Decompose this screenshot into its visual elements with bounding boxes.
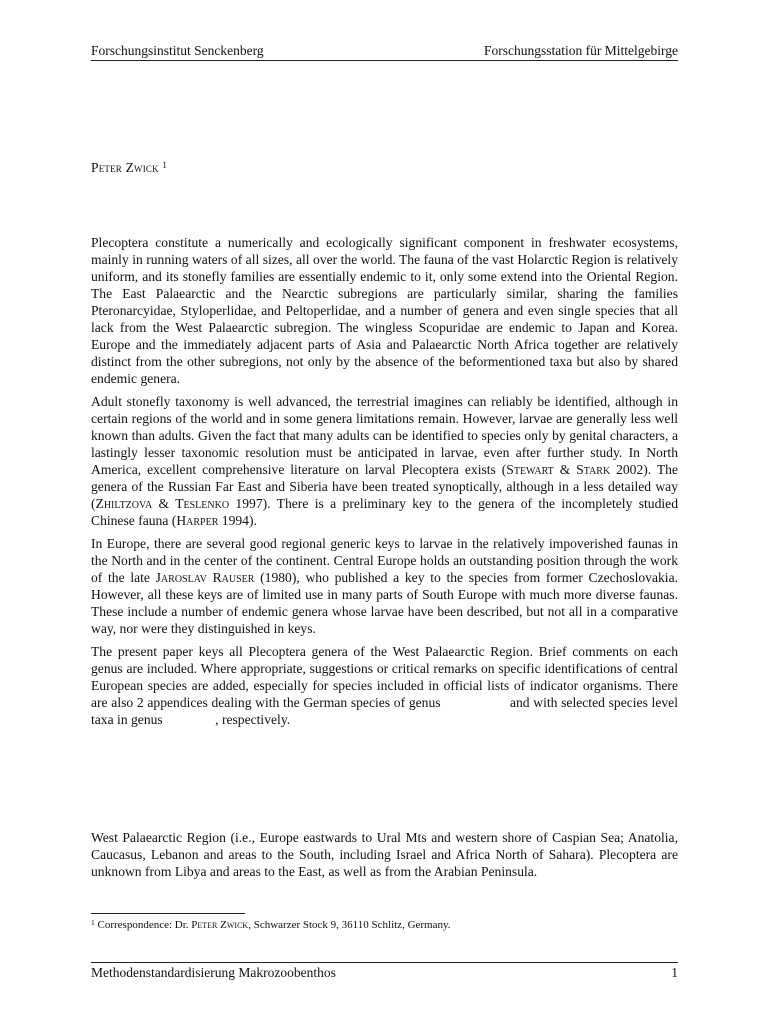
paragraph-taxonomy-text-b: 2002). The genera of the Russian Far East and Siberia have been treated synoptically, although in a less detailed way ( bbox=[91, 462, 678, 511]
running-header bbox=[91, 42, 678, 61]
paragraph-europe bbox=[91, 535, 678, 637]
footnote-separator bbox=[91, 913, 245, 914]
paragraph-europe-text-b: (1980), who published a key to the species from former Czechoslovakia. However, all these keys are of limited use in many parts of South Europe with much more diverse faunas. These include a number of endemic genera whose larvae have been described, but not all in a comparative way, nor were they distinguished in keys. bbox=[91, 570, 678, 636]
header-station: Forschungsstation für Mittelgebirge bbox=[484, 43, 678, 58]
footnote-address: , Schwarzer Stock 9, 36110 Schlitz, Germany. bbox=[248, 919, 451, 931]
citation-stewart-stark: Stewart & Stark bbox=[506, 462, 611, 477]
paragraph-taxonomy-text-d: 1994). bbox=[218, 513, 257, 528]
paragraph-taxonomy bbox=[91, 393, 678, 529]
main-body bbox=[91, 234, 678, 734]
author-footnote-mark: 1 bbox=[162, 160, 168, 170]
footer-separator bbox=[91, 962, 678, 963]
page-number: 1 bbox=[671, 965, 678, 980]
header-institute: Forschungsinstitut Senckenberg bbox=[91, 43, 264, 58]
citation-zhiltzova-teslenko: Zhiltzova & Teslenko bbox=[95, 496, 230, 511]
author-name-text: Peter Zwick bbox=[91, 160, 159, 175]
citation-harper: Harper bbox=[176, 513, 219, 528]
paragraph-taxonomy-text-c: 1997). There is a preliminary key to the genera of the incompletely studied Chinese fauna ( bbox=[91, 496, 678, 528]
running-footer bbox=[91, 964, 678, 982]
paragraph-intro: Plecoptera constitute a numerically and ecologically significant component in freshwater ecosystems, mainly in running waters of all sizes, all over the world. The fauna of the vast Holarctic Region is relatively uniform, and its stonefly families are essentially endemic to it, only some extend into the Oriental Region. The East Palaearctic and the Nearctic subregions are particularly similar, sharing the families Pteronarcyidae, Styloperlidae, and Peltoperlidae, and a number of genera and even single species that all lack from the West Palaearctic subregion. The wingless Scopuridae are endemic to Japan and Korea. Europe and the immediately adjacent parts of Asia and Palaearctic North Africa together are relatively distinct from the other subregions, not only by the absence of the beformentioned taxa but also by shared endemic genera. bbox=[91, 235, 678, 386]
paragraph-present-text-c: , respectively. bbox=[215, 712, 291, 727]
paragraph-present-text-a: The present paper keys all Plecoptera genera of the West Palaearctic Region. Brief comments on each genus are included. Where appropriate, suggestions or critical remarks on specific identifications of central European species are added, especially for species included in official lists of indicator organisms. There are also 2 appendices dealing with the German species of genus bbox=[91, 644, 678, 710]
footnote-name: Peter Zwick bbox=[191, 919, 249, 931]
footer-title: Methodenstandardisierung Makrozoobenthos bbox=[91, 965, 336, 980]
footnote-mark: 1 bbox=[91, 918, 95, 927]
paragraph-taxonomy-text-a: Adult stonefly taxonomy is well advanced, the terrestrial imagines can reliably be identified, although in certain regions of the world and in some genera limitations remain. However, larvae are generally less well known than adults. Given the fact that many adults can be identified to species only by genital characters, a lastingly lesser taxonomic resolution must be anticipated in larvae, even after further study. In North America, excellent comprehensive literature on larval Plecoptera exists ( bbox=[91, 394, 678, 477]
paragraph-region-definition: West Palaearctic Region (i.e., Europe eastwards to Ural Mts and western shore of Caspian Sea; Anatolia, Caucasus, Lebanon and areas to the South, including Israel and Africa North of Sahara). Plecoptera are unknown from Libya and areas to the East, as well as from the Arabian Peninsula. bbox=[91, 830, 678, 879]
paragraph-europe-text-a: In Europe, there are several good regional generic keys to larvae in the relatively impoverished faunas in the North and in the center of the continent. Central Europe holds an outstanding position through the work of the late bbox=[91, 536, 678, 585]
footnote-prefix: Correspondence: Dr. bbox=[97, 919, 192, 931]
author-name bbox=[91, 159, 167, 178]
footnote bbox=[91, 918, 451, 933]
paragraph-present-paper bbox=[91, 643, 678, 728]
paragraph-present-text-b: and with selected species level taxa in genus bbox=[91, 695, 678, 727]
citation-rauser: Jaroslav Rauser bbox=[155, 570, 255, 585]
